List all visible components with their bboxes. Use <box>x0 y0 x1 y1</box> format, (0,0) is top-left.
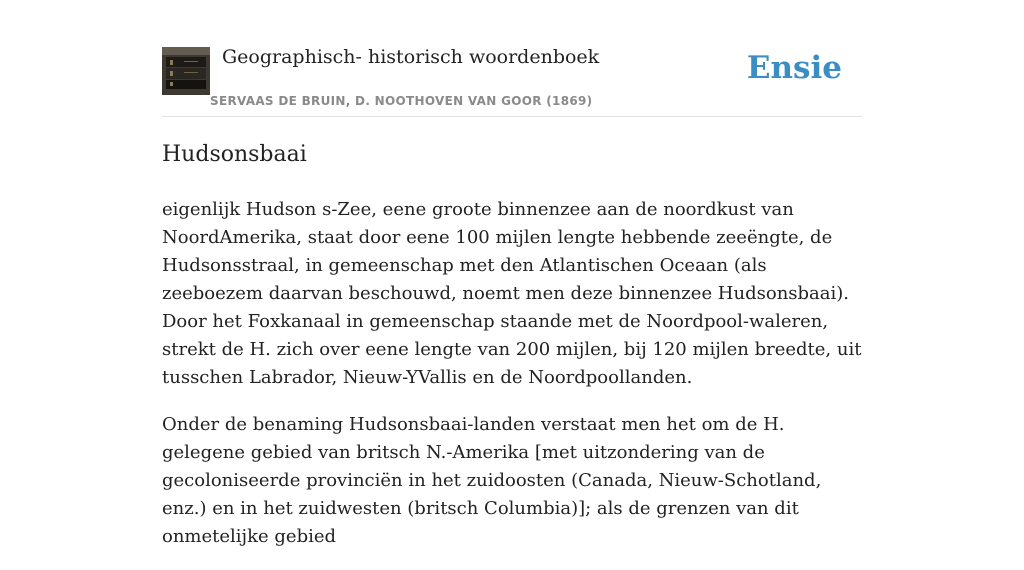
book-header <box>162 0 862 117</box>
article <box>162 140 862 570</box>
book-authors: SERVAAS DE BRUIN, D. NOOTHOVEN VAN GOOR (1869) <box>210 94 593 108</box>
ensie-logo-link[interactable]: Ensie <box>746 50 842 86</box>
article-paragraph-1: eigenlijk Hudson s-Zee, eene groote binnenzee aan de noordkust van NoordAmerika, staat door eene 100 mijlen lengte hebbende zeeëngte, de Hudsonsstraal, in gemeenschap met den Atlantischen Oceaan (als zeeboezem daarvan beschouwd, noemt men deze binnenzee Hudsonsbaai). Door het Foxkanaal in gemeenschap staande met de Noordpool-waleren, strekt de H. zich over eene lengte van 200 mijlen, bij 120 mijlen breedte, uit tusschen Labrador, Nieuw-YVallis en de Noordpoollanden. <box>162 199 862 388</box>
book-cover-icon[interactable] <box>162 47 210 95</box>
article-paragraph-2: Onder de benaming Hudsonsbaai-landen verstaat men het om de H. gelegene gebied van britsch N.-Amerika [met uitzondering van de gecoloniseerde provinciën in het zuidoosten (Canada, Nieuw-Schotland, enz.) en in het zuidwesten (britsch Columbia)]; als de grenzen van dit onmetelijke gebied <box>162 414 822 547</box>
article-headword: Hudsonsbaai <box>162 142 307 167</box>
book-title[interactable]: Geographisch- historisch woordenboek <box>222 46 600 68</box>
